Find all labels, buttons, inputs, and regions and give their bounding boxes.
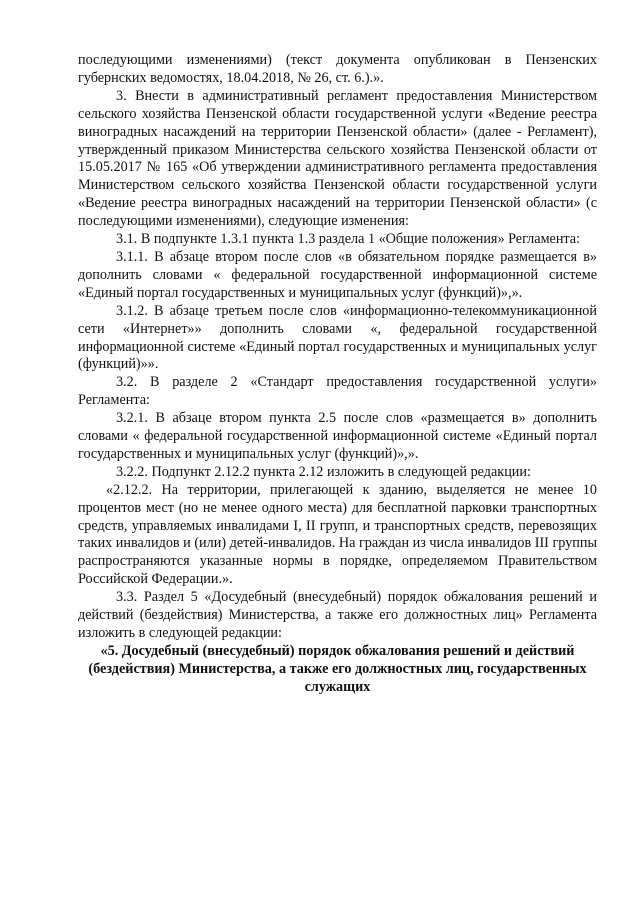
paragraph-item-3-2-1: 3.2.1. В абзаце втором пункта 2.5 после слов «размещается в» дополнить словами « федеральной государственной информационной системе «Единый портал государственных и муниципальных услуг (функций)»,». <box>78 410 597 462</box>
document-page <box>78 52 597 697</box>
paragraph-item-3-1: 3.1. В подпункте 1.3.1 пункта 1.3 раздела 1 «Общие положения» Регламента: <box>116 231 581 248</box>
paragraph-item-3-1-2: 3.1.2. В абзаце третьем после слов «информационно-телекоммуникационной сети «Интернет»» дополнить словами «, федеральной государственной информационной системе «Единый портал государственных и муниципальных услуг (функций)»». <box>78 302 597 373</box>
paragraph-item-3: 3. Внести в административный регламент предоставления Министерством сельского хозяйства Пензенской области государственной услуги «Ведение реестра виноградных насаждений на территории Пензенской области» (далее - Регламент), утвержденный приказом Министерства сельского хозяйства Пензенской области от 15.05.2017 № 165 «Об утверждении административного регламента предоставления Министерством сельского хозяйства Пензенской области государственной услуги «Ведение реестра виноградных насаждений на территории Пензенской области» (с последующими изменениями), следующие изменения: <box>78 87 597 230</box>
paragraph-item-3-2-2: 3.2.2. Подпункт 2.12.2 пункта 2.12 изложить в следующей редакции: <box>116 463 531 480</box>
paragraph-item-3-3: 3.3. Раздел 5 «Досудебный (внесудебный) порядок обжалования решений и действий (бездействия) Министерства, а также его должностных лиц» Регламента изложить в следующей редакции: <box>78 589 597 641</box>
paragraph-continuation: последующими изменениями) (текст документа опубликован в Пензенских губернских ведомостях, 18.04.2018, № 26, ст. 6.).». <box>78 52 597 86</box>
paragraph-item-3-2: 3.2. В разделе 2 «Стандарт предоставления государственной услуги» Регламента: <box>78 374 597 409</box>
paragraph-item-3-1-1: 3.1.1. В абзаце втором после слов «в обязательном порядке размещается в» дополнить словами « федеральной государственной информационной системе «Единый портал государственных и муниципальных услуг (функций)»,». <box>78 248 597 301</box>
quoted-paragraph-2-12-2: «2.12.2. На территории, прилегающей к зданию, выделяется не менее 10 процентов мест (но не менее одного места) для бесплатной парковки транспортных средств, управляемых инвалидами I, II групп, и транспортных средств, перевозящих таких инвалидов и (или) детей-инвалидов. На граждан из числа инвалидов III группы распространяются указанные нормы в порядке, определяемом Правительством Российской Федерации.». <box>78 481 597 588</box>
section-5-heading: «5. Досудебный (внесудебный) порядок обжалования решений и действий (бездействия) Министерства, а также его должностных лиц, государственных служащих <box>88 642 587 695</box>
